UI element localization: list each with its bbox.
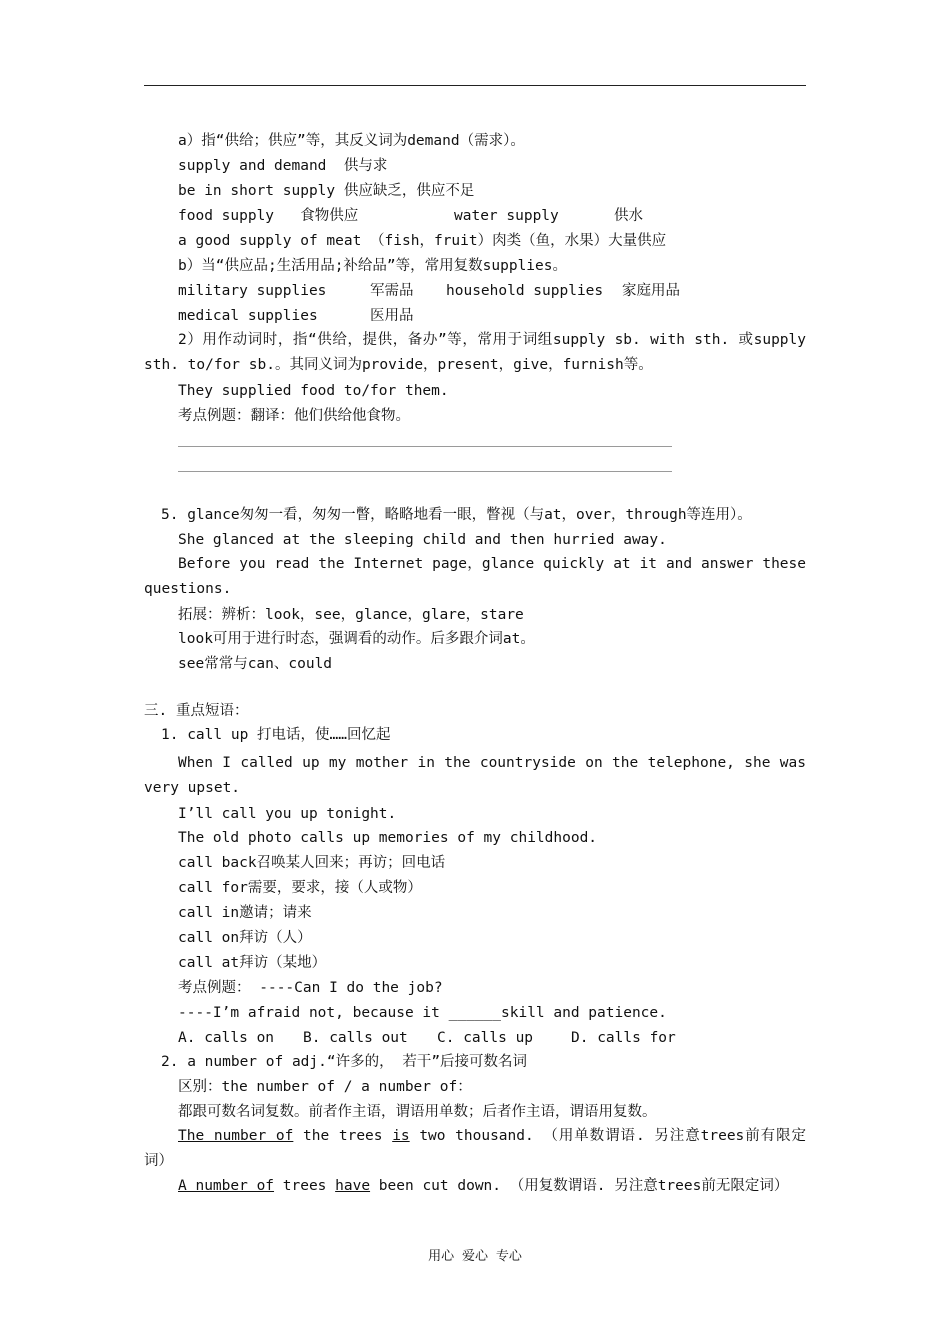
water-supply: water supply <box>454 208 559 224</box>
a-number-of-heading: 2. a number of adj.“许多的， 若干”后接可数名词 <box>161 1054 528 1070</box>
a-number-of-rule: 都跟可数名词复数。前者作主语，谓语用单数；后者作主语，谓语用复数。 <box>178 1104 657 1120</box>
water-supply-cn: 供水 <box>614 208 643 224</box>
supplies-plural-definition: b）当“供应品;生活用品;补给品”等，常用复数supplies。 <box>178 258 567 274</box>
example-text: been cut down. （用复数谓语. 另注意trees前无限定词） <box>370 1178 789 1194</box>
call-up-example-3: The old photo calls up memories of my childhood. <box>178 830 598 846</box>
call-up-example-1: When I called up my mother in the countryside on the telephone, she was very upset. <box>144 755 806 796</box>
choice-c: C. calls up <box>437 1030 534 1046</box>
call-for: call for需要，要求，接（人或物） <box>178 880 422 896</box>
look-note: look可用于进行时态，强调看的动作。后多跟介词at。 <box>178 631 535 647</box>
household-supplies-cn: 家庭用品 <box>622 283 680 299</box>
see-note: see常常与can、could <box>178 656 333 672</box>
example-text: the trees <box>293 1128 393 1144</box>
medical-supplies: medical supplies <box>178 308 318 324</box>
glance-example-2: Before you read the Internet page，glance quickly at it and answer these questions. <box>144 556 806 597</box>
header-rule <box>144 85 806 86</box>
underline-have: have <box>335 1178 371 1194</box>
answer-line-2 <box>178 471 672 472</box>
call-up-heading: 1. call up 打电话，使……回忆起 <box>161 727 391 743</box>
supply-noun-definition: a）指“供给；供应”等，其反义词为demand（需求）。 <box>178 133 525 149</box>
call-back: call back召唤某人回来；再访；回电话 <box>178 855 446 871</box>
underline-the-number-of: The number of <box>178 1128 294 1144</box>
page-footer: 用心 爱心 专心 <box>428 1249 522 1264</box>
example-text: trees <box>274 1178 336 1194</box>
phrases-title: 三. 重点短语： <box>144 703 249 719</box>
call-at: call at拜访（某地） <box>178 955 327 971</box>
supply-and-demand: supply and demand 供与求 <box>178 158 388 174</box>
military-supplies: military supplies <box>178 283 327 299</box>
a-number-of-example <box>144 1174 806 1199</box>
answer-line-1 <box>178 446 672 447</box>
call-in: call in邀请；请来 <box>178 905 312 921</box>
example-text: two thousand. （用单数谓语. 另注意trees前有限定词） <box>144 1128 807 1169</box>
food-supply: food supply 食物供应 <box>178 208 359 224</box>
glance-example-1: She glanced at the sleeping child and then hurried away. <box>178 532 667 548</box>
glance-extend: 拓展：辨析：look，see，glance，glare，stare <box>178 607 524 623</box>
glance-heading: 5. glance匆匆一看，匆匆一瞥，略略地看一眼，瞥视（与at，over，through等连用）。 <box>161 507 752 523</box>
supply-exercise: 考点例题：翻译：他们供给他食物。 <box>178 408 410 424</box>
the-number-of-example <box>144 1124 806 1174</box>
choice-d: D. calls for <box>571 1030 676 1046</box>
medical-supplies-cn: 医用品 <box>370 308 414 324</box>
underline-a-number-of: A number of <box>178 1178 275 1194</box>
call-exercise-question-2: ----I’m afraid not, because it ______skill and patience. <box>178 1005 667 1021</box>
military-supplies-cn: 军需品 <box>370 283 414 299</box>
good-supply: a good supply of meat （fish，fruit）肉类（鱼，水果）大量供应 <box>178 233 667 249</box>
supply-verb-usage: 2）用作动词时，指“供给，提供，备办”等，常用于词组supply sb. with sth. 或supply sth. to/for sb.。其同义词为provide，present，give，furnish等。 <box>144 332 806 373</box>
underline-is: is <box>392 1128 410 1144</box>
call-on: call on拜访（人） <box>178 930 312 946</box>
call-exercise-question-1: 考点例题： ----Can I do the job? <box>178 980 443 996</box>
a-number-of-difference: 区别：the number of / a number of： <box>178 1079 472 1095</box>
supply-example: They supplied food to/for them. <box>178 383 449 399</box>
household-supplies: household supplies <box>446 283 604 299</box>
call-up-example-2: I’ll call you up tonight. <box>178 806 397 822</box>
choice-b: B. calls out <box>303 1030 408 1046</box>
choice-a: A. calls on <box>178 1030 275 1046</box>
short-supply: be in short supply 供应缺乏，供应不足 <box>178 183 475 199</box>
